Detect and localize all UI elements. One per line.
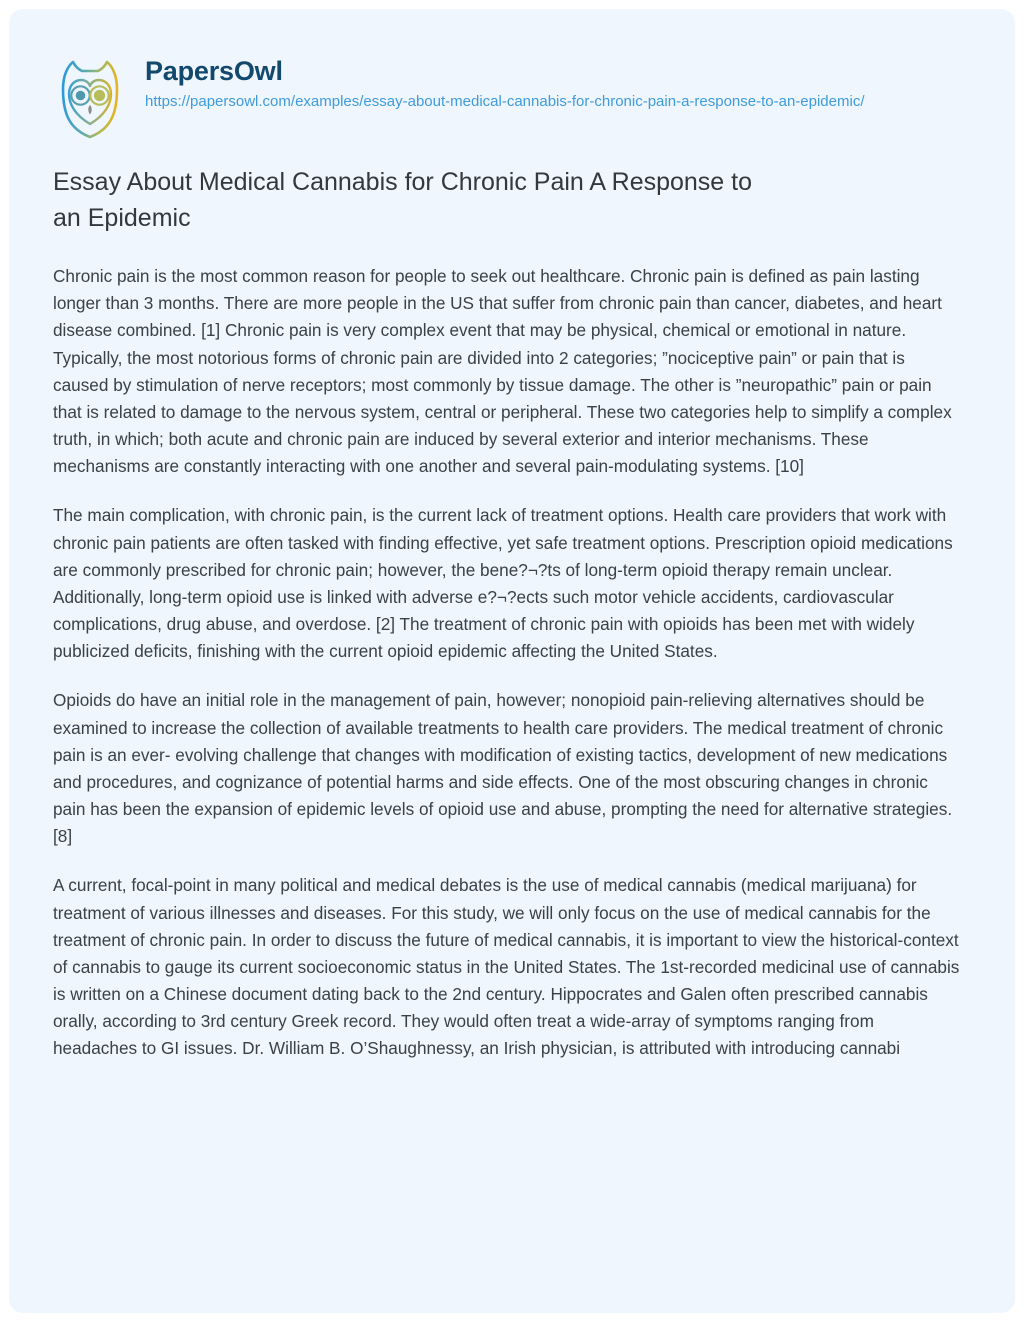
page-title: Essay About Medical Cannabis for Chronic Pain A Response to an Epidemic — [53, 168, 753, 232]
owl-logo-icon — [53, 55, 127, 143]
site-header — [9, 9, 1015, 143]
essay-paragraph: The main complication, with chronic pain, is the current lack of treatment options. Health care providers that work with chronic pain patients are often tasked with finding effective, yet safe treatment options. Prescription opioid medications are commonly prescribed for chronic pain; however, the bene?¬?ts of long-term opioid therapy remain unclear. Additionally, long-term opioid use is linked with adverse e?¬?ects such motor vehicle accidents, cardiovascular complications, drug abuse, and overdose. [2] The treatment of chronic pain with opioids has been met with widely publicized deficits, finishing with the current opioid epidemic affecting the United States. — [53, 505, 953, 662]
site-url-link[interactable]: https://papersowl.com/examples/essay-about-medical-cannabis-for-chronic-pain-a-response-to-an-epidemic/ — [145, 92, 865, 110]
brand-name: PapersOwl — [145, 56, 283, 86]
essay-body — [53, 263, 961, 1063]
essay-page-card — [9, 9, 1015, 1313]
essay-paragraph: Chronic pain is the most common reason for people to seek out healthcare. Chronic pain is defined as pain lasting longer than 3 months. There are more people in the US that suffer from chronic pain than cancer, diabetes, and heart disease combined. [1] Chronic pain is very complex event that may be physical, chemical or emotional in nature. Typically, the most notorious forms of chronic pain are divided into 2 categories; ”nociceptive pain” or pain that is caused by stimulation of nerve receptors; most commonly by tissue damage. The other is ”neuropathic” pain or pain that is related to damage to the nervous system, central or peripheral. These two categories help to simplify a complex truth, in which; both acute and chronic pain are induced by several exterior and interior mechanisms. These mechanisms are constantly interacting with one another and several pain-modulating systems. [10] — [53, 266, 952, 477]
brand-block — [145, 53, 1015, 112]
essay-paragraph: Opioids do have an initial role in the management of pain, however; nonopioid pain-relieving alternatives should be examined to increase the collection of available treatments to health care providers. The medical treatment of chronic pain is an ever- evolving challenge that changes with modification of existing tactics, development of new medications and procedures, and cognizance of potential harms and side effects. One of the most obscuring changes in chronic pain has been the expansion of epidemic levels of opioid use and abuse, prompting the need for alternative strategies. [8] — [53, 690, 953, 847]
essay-paragraph: A current, focal-point in many political and medical debates is the use of medical cannabis (medical marijuana) for treatment of various illnesses and diseases. For this study, we will only focus on the use of medical cannabis for the treatment of chronic pain. In order to discuss the future of medical cannabis, it is important to view the historical-context of cannabis to gauge its current socioeconomic status in the United States. The 1st-recorded medicinal use of cannabis is written on a Chinese document dating back to the 2nd century. Hippocrates and Galen often prescribed cannabis orally, according to 3rd century Greek record. They would often treat a wide-array of symptoms ranging from headaches to GI issues. Dr. William B. O’Shaughnessy, an Irish physician, is attributed with introducing cannabi — [53, 875, 960, 1059]
